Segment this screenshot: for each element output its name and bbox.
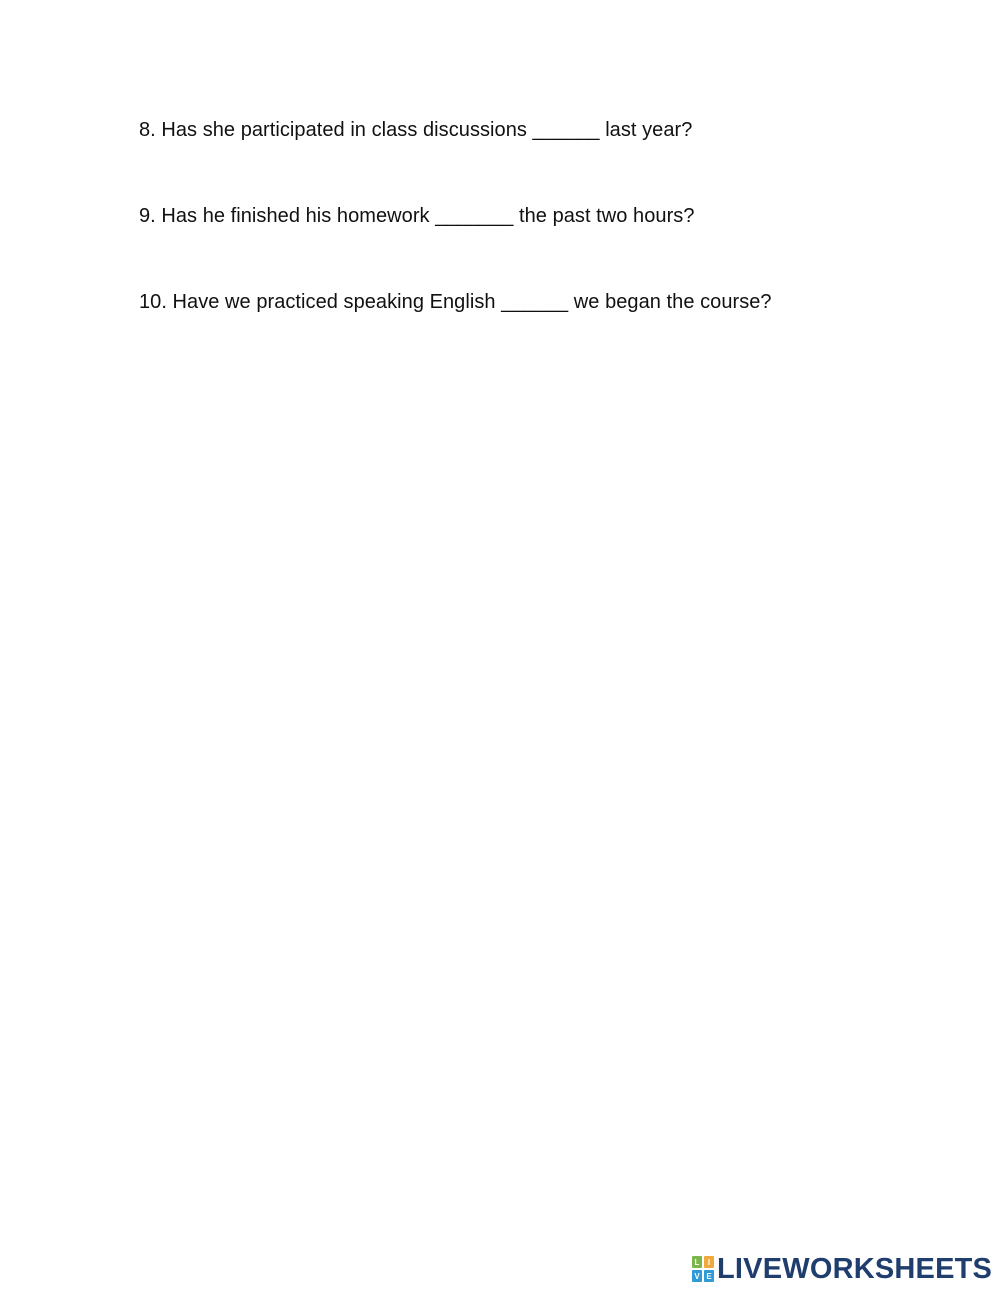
logo-letter-v: V xyxy=(692,1270,702,1282)
question-10: 10. Have we practiced speaking English ______ we began the course? xyxy=(139,291,772,313)
brand-name: LIVEWORKSHEETS xyxy=(717,1253,993,1285)
logo-letter-e: E xyxy=(704,1270,714,1282)
question-9: 9. Has he finished his homework _______ the past two hours? xyxy=(139,205,695,227)
liveworksheets-logo-icon xyxy=(692,1256,714,1282)
logo-letter-i: I xyxy=(704,1256,714,1268)
logo-letter-l: L xyxy=(692,1256,702,1268)
question-8: 8. Has she participated in class discussions ______ last year? xyxy=(139,119,693,141)
liveworksheets-brand xyxy=(692,1254,992,1284)
